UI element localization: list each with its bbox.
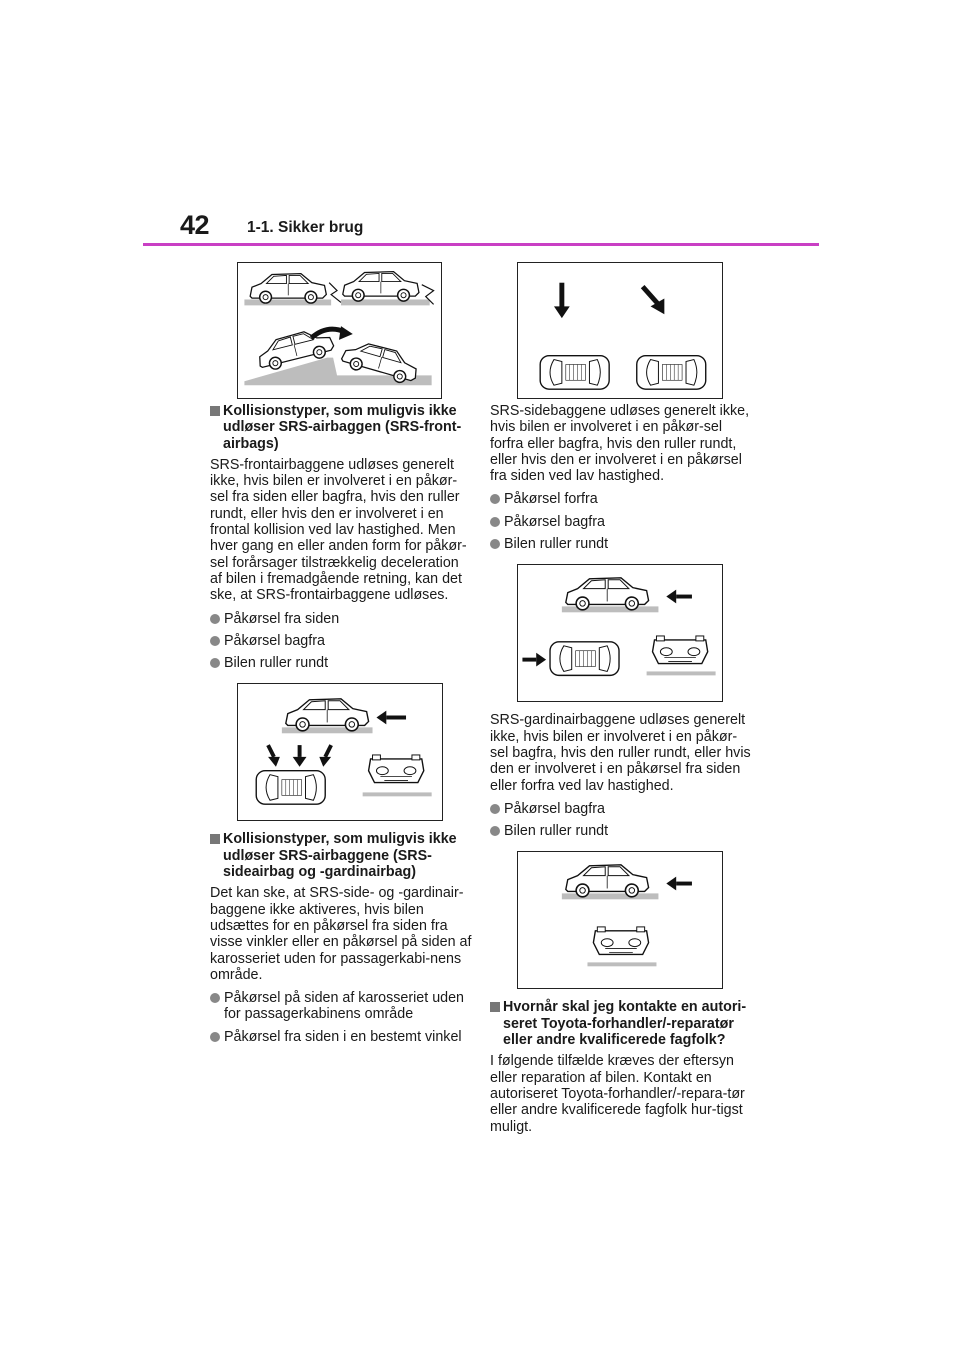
frontal-collision-illustration [238, 263, 441, 398]
impact-arrow-icon [325, 746, 331, 758]
arrowhead-icon [536, 653, 546, 667]
ground-strip [562, 607, 659, 613]
heading-square-icon [490, 1002, 500, 1012]
section-heading [210, 831, 472, 880]
heading-text: Kollisionstyper, som muligvis ikke udløser SRS-airbaggen (SRS-front-airbags) [223, 403, 462, 452]
figure-frontal-collision-types [237, 262, 442, 399]
arrowhead-icon [319, 757, 331, 767]
suv-side-icon [343, 272, 419, 301]
list-item: Bilen ruller rundt [210, 655, 472, 671]
side-airbag-rear-side-rollover-illustration [518, 565, 722, 701]
arrowhead-icon [293, 757, 307, 767]
bullet-icon [490, 804, 500, 814]
bullet-icon [210, 993, 220, 1003]
curtain-airbag-rear-rollover-illustration [518, 852, 722, 988]
section-heading [210, 403, 472, 452]
overturned-suv-icon [653, 636, 708, 664]
list-item: Bilen ruller rundt [490, 823, 752, 839]
list-item: Påkørsel bagfra [490, 801, 752, 817]
ground-strip [562, 894, 659, 900]
ground-strip [363, 793, 432, 797]
heading-text: Kollisionstyper, som muligvis ikke udløser SRS-airbaggene (SRS-sideairbag og -gardinairbag) [223, 831, 457, 881]
bullet-icon [210, 636, 220, 646]
arrowhead-icon [376, 711, 386, 725]
figure-side-rear-rollover [237, 683, 443, 821]
impact-burst-icon [329, 283, 341, 303]
arrowhead-icon [554, 306, 570, 318]
suv-top-icon [637, 356, 706, 390]
arrowhead-icon [666, 590, 676, 604]
bullet-icon [490, 494, 500, 504]
bullet-icon [490, 517, 500, 527]
list-item: Påkørsel fra siden [210, 611, 472, 627]
list-item: Påkørsel bagfra [490, 514, 752, 530]
suv-side-icon [250, 274, 326, 303]
right-column [490, 403, 752, 1142]
suv-top-icon [256, 771, 325, 805]
figure-curtain-airbag-rear-rollover [517, 851, 723, 989]
side-rear-rollover-illustration [238, 684, 442, 820]
suv-top-icon [550, 642, 619, 676]
figure-side-airbag-rear-side-rollover [517, 564, 723, 702]
figure-side-airbag-frontal [517, 262, 723, 399]
section-heading [490, 999, 752, 1048]
section-title: 1-1. Sikker brug [247, 219, 364, 236]
body-paragraph: Det kan ske, at SRS-side- og -gardinair-baggene ikke aktiveres, hvis bilen udsættes for en påkørsel fra siden fra visse vinkler eller en påkørsel på siden af karosseriet uden for passagerkabi-nens område. [210, 885, 472, 983]
side-airbag-frontal-illustration [518, 263, 722, 398]
list-item: Påkørsel på siden af karosseriet uden for passagerkabinens område [210, 990, 472, 1023]
arrowhead-icon [339, 326, 353, 340]
overturned-suv-icon [593, 927, 648, 955]
suv-top-icon [540, 356, 609, 390]
bullet-icon [210, 658, 220, 668]
bullet-icon [210, 1032, 220, 1042]
ground-strip [282, 728, 373, 734]
list-item: Påkørsel bagfra [210, 633, 472, 649]
list-item: Bilen ruller rundt [490, 536, 752, 552]
header-divider [143, 243, 819, 246]
body-paragraph: SRS-gardinairbaggene udløses generelt ikke, hvis bilen er involveret i en påkør-sel bagfra, hvis den ruller rundt, eller hvis den er involveret i en påkørsel fra siden eller forfra ved lav hastighed. [490, 712, 751, 794]
left-column [210, 403, 472, 1051]
impact-arrow-icon [643, 287, 659, 305]
bullet-icon [490, 826, 500, 836]
heading-square-icon [210, 834, 220, 844]
body-paragraph: SRS-sidebaggene udløses generelt ikke, hvis bilen er involveret i en påkør-sel forfra eller bagfra, hvis den ruller rundt, eller hvis den er involveret i en påkørsel fra siden ved lav hastighed. [490, 403, 750, 485]
heading-square-icon [210, 406, 220, 416]
suv-side-icon [286, 699, 369, 731]
arrowhead-icon [268, 757, 280, 767]
impact-arrow-icon [268, 746, 274, 758]
ground-strip [244, 299, 331, 305]
list-item: Påkørsel forfra [490, 491, 752, 507]
heading-text: Hvornår skal jeg kontakte en autori-seret Toyota-forhandler/-reparatør eller andre kvalificerede fagfolk? [503, 999, 747, 1049]
bullet-icon [210, 614, 220, 624]
arrowhead-icon [666, 877, 676, 891]
bullet-icon [490, 539, 500, 549]
page-number: 42 [180, 210, 210, 240]
overturned-suv-icon [369, 755, 424, 783]
body-paragraph: SRS-frontairbaggene udløses generelt ikke, hvis bilen er involveret i en påkør-sel fra siden eller bagfra, hvis den ruller rundt, eller hvis den er involveret i en frontal kollision ved lav hastighed. Men hver gang en eller anden form for påkør-sel forårsager tilstrækkelig deceleration af bilen i fremadgående retning, kan det ske, at SRS-frontairbaggene udløses. [210, 456, 467, 604]
suv-side-icon [566, 578, 649, 610]
list-item: Påkørsel fra siden i en bestemt vinkel [210, 1029, 472, 1045]
ground-strip [587, 963, 656, 967]
suv-side-icon [566, 865, 649, 897]
ground-strip [647, 672, 716, 676]
body-paragraph: I følgende tilfælde kræves der eftersyn eller reparation af bilen. Kontakt en autoriseret Toyota-forhandler/-repara-tør eller andre kvalificerede fagfolk hur-tigst muligt. [490, 1053, 745, 1135]
